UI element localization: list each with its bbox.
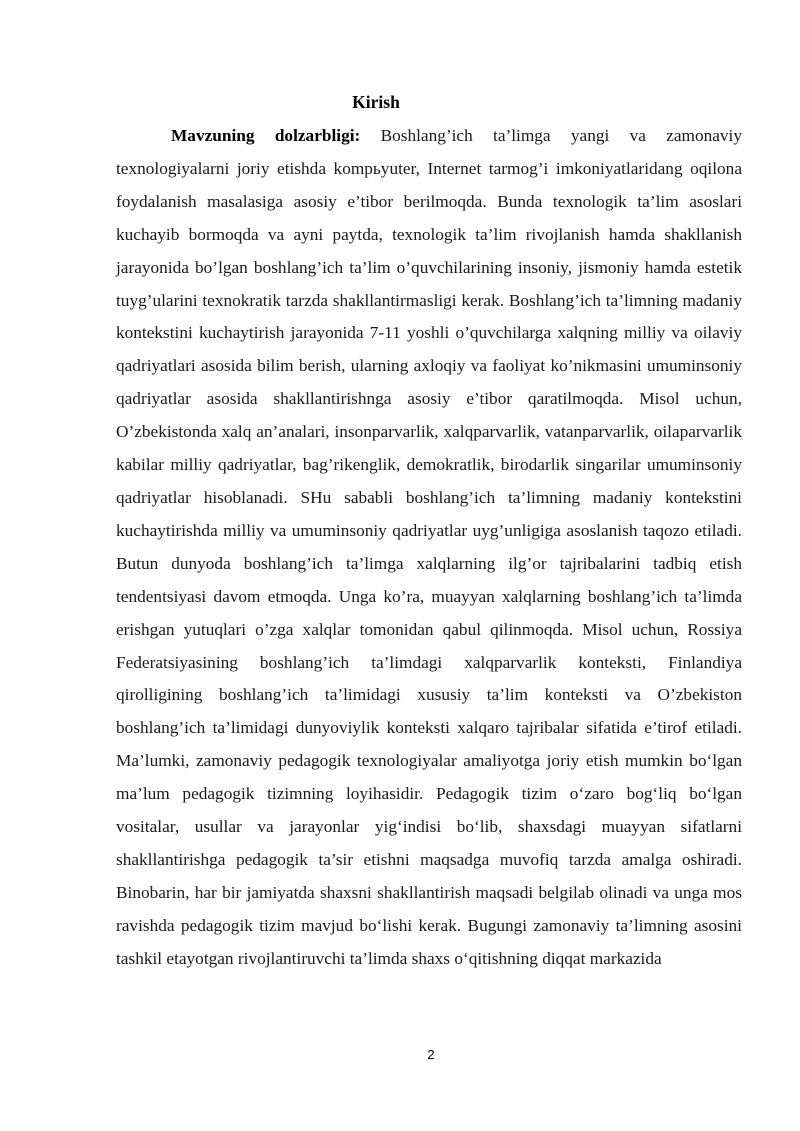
page-number: 2 [427,1047,435,1062]
section-heading: Kirish [352,92,400,112]
body-paragraph [116,120,742,976]
paragraph-text: Boshlang’ich ta’limga yangi va zamonaviy texnologiyalarni joriy etishda kompьyuter, Internet tarmog’i imkoniyatlaridang oqilona foydalanish masalasiga asosiy e’tibor berilmoqda. Bunda texnologik ta’lim asoslari kuchayib bormoqda va ayni paytda, texnologik ta’lim rivojlanish hamda shakllanish jarayonida bo’lgan boshlang’ich ta’lim o’quvchilarining insoniy, jismoniy hamda estetik tuyg’ularini texnokratik tarzda shakllantirmasligi kerak. Boshlang’ich ta’limning madaniy kontekstini kuchaytirish jarayonida 7-11 yoshli o’quvchilarga xalqning milliy va oilaviy qadriyatlari asosida bilim berish, ularning axloqiy va faoliyat ko’nikmasini umuminsoniy qadriyatlar asosida shakllantirishnga asosiy e’tibor qaratilmoqda. Misol uchun, O’zbekistonda xalq an’analari, insonparvarlik, xalqparvarlik, vatanparvarlik, oilaparvarlik kabilar milliy qadriyatlar, bag’rikenglik, demokratlik, birodarlik singarilar umuminsoniy qadriyatlar hisoblanadi. SHu sababli boshlang’ich ta’limning madaniy kontekstini kuchaytirishda milliy va umuminsoniy qadriyatlar uyg’unligiga asoslanish taqozo etiladi. Butun dunyoda boshlang’ich ta’limga xalqlarning ilg’or tajribalarini tadbiq etish tendentsiyasi davom etmoqda. Unga ko’ra, muayyan xalqlarning boshlang’ich ta’limda erishgan yutuqlari o’zga xalqlar tomonidan qabul qilinmoqda. Misol uchun, Rossiya Federatsiyasining boshlang’ich ta’limdagi xalqparvarlik konteksti, Finlandiya qirolligining boshlang’ich ta’limidagi xususiy ta’lim konteksti va O’zbekiston boshlang’ich ta’limidagi dunyoviylik konteksti xalqaro tajribalar sifatida e’tirof etiladi. Ma’lumki, zamonaviy pedagogik texnologiyalar amaliyotga joriy etish mumkin bo‘lgan ma’lum pedagogik tizimning loyihasidir. Pedagogik tizim o‘zaro bog‘liq bo‘lgan vositalar, usullar va jarayonlar yig‘indisi bo‘lib, shaxsdagi muayyan sifatlarni shakllantirishga pedagogik ta’sir etishni maqsadga muvofiq tarzda amalga oshiradi. Binobarin, har bir jamiyatda shaxsni shakllantirish maqsadi belgilab olinadi va unga mos ravishda pedagogik tizim mavjud bo‘lishi kerak. Bugungi zamonaviy ta’limning asosini tashkil etayotgan rivojlantiruvchi ta’limda shaxs o‘qitishning diqqat markazida [116,126,742,968]
lead-label: Mavzuning dolzarbligi: [171,126,361,145]
